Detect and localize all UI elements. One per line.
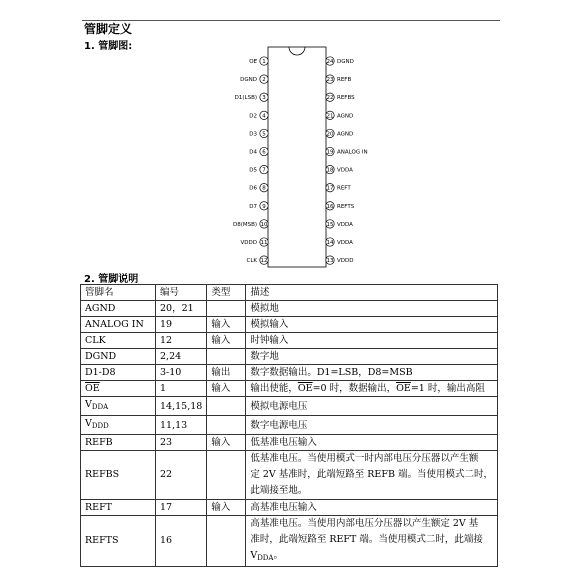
pin-right-18 <box>326 165 353 173</box>
cell-num: 16 <box>156 516 207 567</box>
table-row <box>81 516 498 567</box>
pin-left-10 <box>233 220 268 228</box>
pin-left-12 <box>246 256 268 264</box>
table-row <box>81 451 498 500</box>
pin-number: 1 <box>262 59 266 65</box>
pin-number: 15 <box>326 221 334 228</box>
cell-type: 输入 <box>207 317 246 333</box>
table-row <box>81 317 498 333</box>
oe-overline-label: $\overline{OE}$ <box>85 383 100 394</box>
cell-type: 输入 <box>207 435 246 451</box>
pin-label: D4 <box>249 149 257 156</box>
pin-label: VDDA <box>337 167 353 174</box>
cell-num: 23 <box>156 435 207 451</box>
pin-number: 11 <box>260 240 268 246</box>
pin-diagram-heading: 1. 管脚图: <box>84 41 133 52</box>
pin-right-13 <box>326 256 354 264</box>
cell-desc: 高基准电压。当使用内部电压分压器以产生额定 2V 基 准时，此端短路至 REFT 端。当使用模式二时，此端接 $V_{DDA}$。 <box>246 516 498 567</box>
chip-body <box>268 47 326 267</box>
table-row <box>81 397 498 416</box>
header-desc: 描述 <box>246 285 498 301</box>
header-type: 类型 <box>207 285 246 301</box>
pin-left-3 <box>235 93 269 101</box>
cell-desc: 时钟输入 <box>246 333 498 349</box>
chip-notch <box>289 47 305 55</box>
pin-number: 21 <box>326 113 334 120</box>
pin-number: 13 <box>326 258 334 265</box>
pin-label: AGND <box>337 131 354 138</box>
pin-label: VDDD <box>240 240 257 246</box>
pin-left-4 <box>249 111 268 119</box>
pin-right-14 <box>326 238 353 246</box>
cell-desc: 模拟输入 <box>246 317 498 333</box>
cell-type <box>207 451 246 500</box>
cell-name: DGND <box>81 349 156 365</box>
pin-left-6 <box>249 147 268 155</box>
cell-name: REFBS <box>81 451 156 500</box>
pin-number: 14 <box>326 240 334 246</box>
cell-type: 输入 <box>207 500 246 516</box>
cell-num: 22 <box>156 451 207 500</box>
pin-number: 2 <box>262 77 266 84</box>
pin-right-19 <box>326 147 368 155</box>
cell-desc: 输出使能，$\overline{OE}=0$ 时，数据输出，$\overline{OE}=1$ 时，输出高阻 <box>246 381 498 397</box>
cell-num: 2,24 <box>156 349 207 365</box>
cell-num: 14,15,18 <box>156 397 207 416</box>
cell-num: 17 <box>156 500 207 516</box>
pin-number: 5 <box>262 131 266 138</box>
cell-desc: 数字电源电压 <box>246 416 498 435</box>
pin-label: D3 <box>249 131 257 138</box>
cell-desc: 模拟电源电压 <box>246 397 498 416</box>
pin-right-16 <box>326 202 355 210</box>
pin-number: 19 <box>326 149 334 156</box>
pin-number: 23 <box>326 77 334 84</box>
pin-label: D6 <box>249 185 257 192</box>
pin-number: 9 <box>262 203 266 210</box>
header-name: 管脚名 <box>81 285 156 301</box>
cell-name: REFB <box>81 435 156 451</box>
pin-label: REFT <box>337 185 351 192</box>
cell-name: D1-D8 <box>81 365 156 381</box>
pin-label: REFB <box>337 77 352 84</box>
pin-label: D8(MSB) <box>232 221 257 228</box>
pin-number: 8 <box>262 185 266 192</box>
pin-number: 3 <box>262 95 266 102</box>
cell-name: REFTS <box>81 516 156 567</box>
table-row <box>81 416 498 435</box>
pin-label: D2 <box>249 113 257 120</box>
pin-label: D7 <box>249 203 257 210</box>
pin-right-15 <box>326 220 353 228</box>
left-pin-group <box>233 57 268 265</box>
cell-num: 12 <box>156 333 207 349</box>
pin-label: CLK <box>246 258 257 265</box>
pin-label: ANALOG IN <box>337 149 368 156</box>
pin-label: VDDA <box>337 221 353 228</box>
pin-label: OE <box>249 59 257 65</box>
cell-num: 1 <box>156 381 207 397</box>
pin-label: REFTS <box>337 203 355 210</box>
cell-desc: 数字地 <box>246 349 498 365</box>
pin-number: 24 <box>326 59 334 65</box>
pin-label: DGND <box>240 77 257 84</box>
pin-label: D5 <box>249 167 257 174</box>
pin-label: REFBS <box>337 95 355 102</box>
pin-left-1 <box>249 57 268 65</box>
cell-num: 20，21 <box>156 301 207 317</box>
pin-label: DGND <box>337 59 354 65</box>
table-header-row <box>81 285 498 301</box>
pin-number: 22 <box>326 95 334 102</box>
cell-type: 输出 <box>207 365 246 381</box>
cell-name: CLK <box>81 333 156 349</box>
cell-type: 输入 <box>207 381 246 397</box>
pin-number: 6 <box>262 149 266 156</box>
cell-type <box>207 349 246 365</box>
pin-number: 4 <box>262 113 266 120</box>
pin-right-23 <box>326 75 352 83</box>
pin-right-22 <box>326 93 355 101</box>
pin-label: AGND <box>337 113 354 120</box>
cell-desc: 低基准电压。当使用模式一时内部电压分压器以产生额 定 2V 基准时，此端短路至 REFB 端。当使用模式二时， 此端接至地。 <box>246 451 498 500</box>
pin-table-heading: 2. 管脚说明 <box>84 274 139 285</box>
cell-num: 11,13 <box>156 416 207 435</box>
pin-number: 10 <box>260 221 268 228</box>
cell-name: REFT <box>81 500 156 516</box>
pin-number: 17 <box>326 185 334 192</box>
pin-number: 20 <box>326 131 334 138</box>
pin-table <box>80 284 498 567</box>
cell-name: AGND <box>81 301 156 317</box>
table-row <box>81 500 498 516</box>
pin-diagram <box>0 0 586 270</box>
pin-number: 18 <box>326 167 334 174</box>
pin-right-24 <box>326 57 354 65</box>
table-row <box>81 435 498 451</box>
pin-number: 12 <box>260 258 268 265</box>
cell-name <box>81 381 156 397</box>
cell-num: 3-10 <box>156 365 207 381</box>
pin-right-20 <box>326 129 353 137</box>
pin-label: VDDD <box>337 258 354 265</box>
cell-type <box>207 301 246 317</box>
section-title: 管脚定义 <box>84 22 133 36</box>
pin-left-2 <box>240 75 268 83</box>
pin-label: D1(LSB) <box>234 95 257 102</box>
table-row <box>81 381 498 397</box>
table-row <box>81 301 498 317</box>
pin-right-21 <box>326 111 353 119</box>
pin-label: VDDA <box>337 240 353 246</box>
cell-name: ANALOG IN <box>81 317 156 333</box>
cell-desc: 低基准电压输入 <box>246 435 498 451</box>
header-num: 编号 <box>156 285 207 301</box>
cell-type <box>207 416 246 435</box>
cell-name: $V_{DDD}$ <box>81 416 156 435</box>
cell-desc: 模拟地 <box>246 301 498 317</box>
pin-left-9 <box>249 202 268 210</box>
cell-name: $V_{DDA}$ <box>81 397 156 416</box>
cell-num: 19 <box>156 317 207 333</box>
cell-type: 输入 <box>207 333 246 349</box>
pin-left-5 <box>249 129 268 137</box>
pin-left-7 <box>249 165 268 173</box>
pin-left-8 <box>249 184 268 192</box>
table-row <box>81 333 498 349</box>
cell-desc: 数字数据输出。D1=LSB，D8=MSB <box>246 365 498 381</box>
cell-type <box>207 397 246 416</box>
table-row <box>81 365 498 381</box>
cell-desc: 高基准电压输入 <box>246 500 498 516</box>
table-row <box>81 349 498 365</box>
pin-left-11 <box>241 238 269 246</box>
pin-number: 16 <box>326 203 334 210</box>
right-pin-group <box>326 57 368 265</box>
pin-number: 7 <box>262 167 266 174</box>
cell-type <box>207 516 246 567</box>
pin-right-17 <box>326 184 352 192</box>
